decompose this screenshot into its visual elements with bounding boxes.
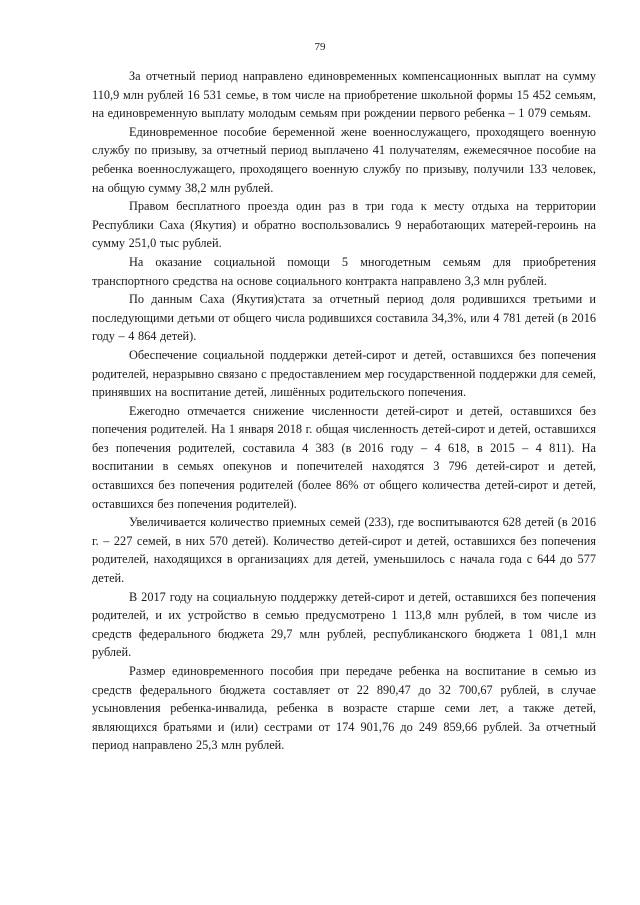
body-text xyxy=(92,67,596,755)
paragraph-orphan-numbers: Ежегодно отмечается снижение численности детей-сирот и детей, оставшихся без попечения родителей. На 1 января 2018 г. общая численность детей-сирот и детей, оставшихся без попечения родителей, составила 4 383 (в 2016 году – 4 618, в 2015 – 4 811). На воспитании в семьях опекунов и попечителей находятся 3 796 детей-сирот и детей, оставшихся без попечения родителей (более 86% от общего количества детей-сирот и детей, оставшихся без попечения родителей). xyxy=(92,403,596,511)
paragraph-budget-2017: В 2017 году на социальную поддержку детей-сирот и детей, оставшихся без попечения родителей, и их устройство в семью предусмотрено 1 113,8 млн рублей, в том числе из средств федерального бюджета 29,7 млн рублей, республиканского бюджета 1 081,1 млн рублей. xyxy=(92,589,596,660)
paragraph-orphan-support: Обеспечение социальной поддержки детей-сирот и детей, оставшихся без попечения родителей, неразрывно связано с предоставлением мер государственной поддержки для семей, принявших на воспитание детей, лишённых родительского попечения. xyxy=(92,347,596,400)
paragraph-birth-statistics: По данным Саха (Якутия)стата за отчетный период доля родившихся третьими и последующими детьми от общего числа родившихся составила 34,3%, или 4 781 детей (в 2016 году – 4 864 детей). xyxy=(92,292,596,344)
paragraph-one-time-allowance: Размер единовременного пособия при передаче ребенка на воспитание в семью из средств федерального бюджета составляет от 22 890,47 до 32 700,67 рублей, в случае усыновления ребенка-инвалида, ребенка в возрасте старше семи лет, а также детей, являющихся братьями и (или) сестрами от 174 901,76 до 249 859,66 рублей. За отчетный период направлено 25,3 млн рублей. xyxy=(92,664,596,753)
paragraph-foster-families: Увеличивается количество приемных семей (233), где воспитываются 628 детей (в 2016 г. – 227 семей, в них 570 детей). Количество детей-сирот и детей, оставшихся без попечения родителей, находящихся в организациях для детей, уменьшилось с начала года с 644 до 577 детей. xyxy=(92,515,596,586)
paragraph-free-travel: Правом бесплатного проезда один раз в три года к месту отдыха на территории Республики Саха (Якутия) и обратно воспользовались 9 неработающих матерей-героинь на сумму 251,0 тыс рублей. xyxy=(92,199,596,251)
page-number: 79 xyxy=(314,41,326,53)
paragraph-compensation-payments: За отчетный период направлено единовременных компенсационных выплат на сумму 110,9 млн рублей 16 531 семье, в том числе на приобретение школьной формы 15 452 семьям, на единовременную выплату молодым семьям при рождении первого ребенка – 1 079 семьям. xyxy=(92,69,596,121)
paragraph-large-families-transport: На оказание социальной помощи 5 многодетным семьям для приобретения транспортного средства на основе социального контракта направлено 3,3 млн рублей. xyxy=(92,254,596,288)
paragraph-military-benefits: Единовременное пособие беременной жене военнослужащего, проходящего военную службу по призыву, за отчетный период выплачено 41 получателям, ежемесячное пособие на ребенка военнослужащего, проходящего военную службу по призыву, получили 133 человек, на общую сумму 38,2 млн рублей. xyxy=(92,124,596,195)
